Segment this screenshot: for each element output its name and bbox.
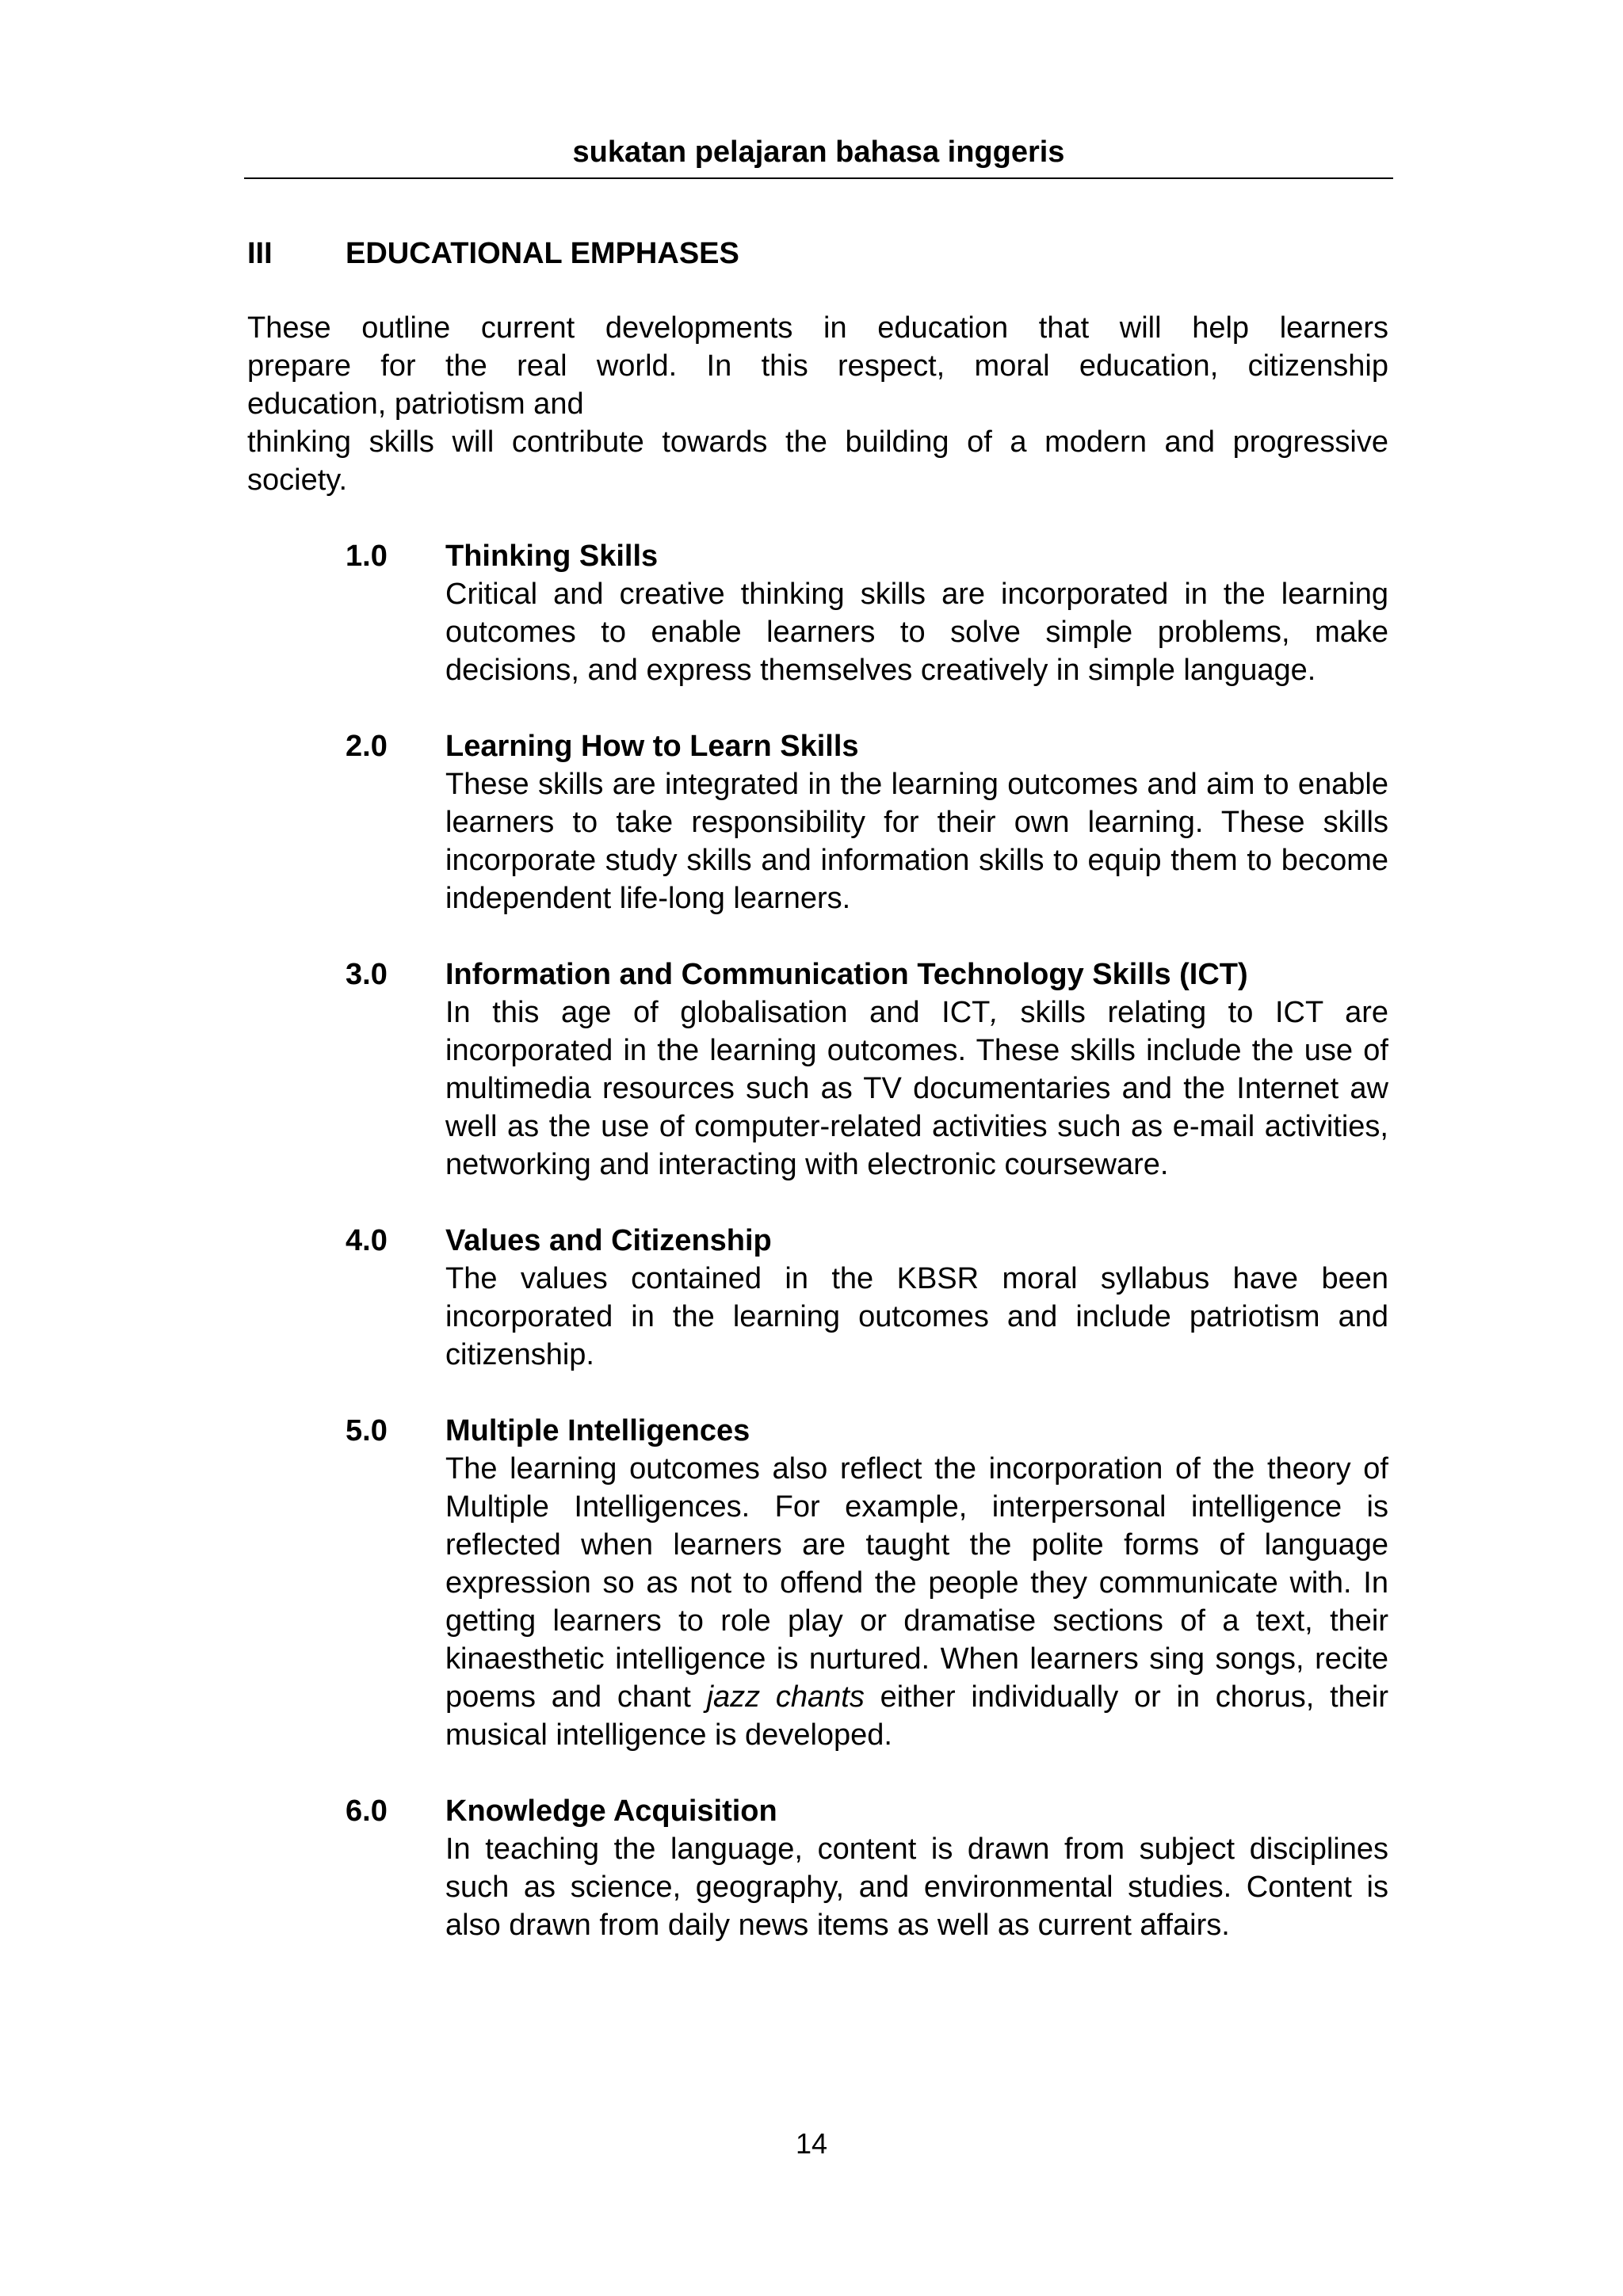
intro-line: society. <box>247 463 348 497</box>
item-body: The values contained in the KBSR moral syllabus have been incorporated in the learning outcomes and include patriotism and citizenship. <box>445 1262 1388 1371</box>
item-body: Critical and creative thinking skills are incorporated in the learning outcomes to enable learners to solve simple problems, make decisions, and express themselves creatively in simple language. <box>445 578 1388 687</box>
item-content <box>445 1222 1388 1374</box>
item-number: 6.0 <box>346 1794 388 1828</box>
item-body-text: either individually or in chorus, their musical intelligence is developed. <box>445 1680 1389 1752</box>
item-content <box>445 1792 1388 1944</box>
italic-term: jazz chants <box>706 1680 865 1714</box>
emphases-list <box>346 537 1388 1982</box>
section-title <box>247 235 739 273</box>
item-heading: Information and Communication Technology Skills (ICT) <box>445 958 1248 991</box>
intro-line: thinking skills will contribute towards the building of a modern and progressive <box>247 425 1388 459</box>
item-content <box>445 1412 1388 1754</box>
emphasis-item-multiple-intelligences <box>346 1412 1388 1754</box>
item-heading: Thinking Skills <box>445 540 659 573</box>
item-number: 2.0 <box>346 730 388 763</box>
item-body <box>445 1450 1388 1754</box>
italic-comma: , <box>990 996 999 1029</box>
item-body-text: The learning outcomes also reflect the incorporation of the theory of Multiple Intelligences. For example, interpersonal intelligence is reflected when learners are taught the polite forms of language expression so as not to offend the people they communicate with. In getting learners to role play or dramatise sections of a text, their kinaesthetic intelligence is nurtured. When learners sing songs, recite poems and chant <box>445 1452 1388 1714</box>
header-rule <box>244 177 1393 179</box>
item-heading: Values and Citizenship <box>445 1224 772 1257</box>
section-heading: EDUCATIONAL EMPHASES <box>346 237 739 270</box>
intro-paragraph <box>247 309 1388 499</box>
item-body <box>445 994 1388 1184</box>
item-body-text: skills relating to ICT are incorporated in the learning outcomes. These skills include the use of multimedia resources such as TV documentaries and the Internet aw well as the use of computer-related activities such as e-mail activities, networking and interacting with electronic courseware. <box>445 996 1389 1181</box>
page-number: 14 <box>795 2127 828 2160</box>
item-body-text: In this age of globalisation and ICT <box>445 996 991 1029</box>
item-number: 4.0 <box>346 1224 388 1257</box>
emphasis-item-knowledge-acquisition <box>346 1792 1388 1944</box>
running-header: sukatan pelajaran bahasa inggeris <box>572 135 1065 169</box>
emphasis-item-ict <box>346 955 1388 1184</box>
item-content <box>445 537 1388 689</box>
item-number: 5.0 <box>346 1414 388 1447</box>
emphasis-item-learning-how-to-learn <box>346 727 1388 917</box>
section-number: III <box>247 237 273 270</box>
intro-line: education, patriotism and <box>247 387 584 421</box>
item-body: In teaching the language, content is drawn from subject disciplines such as science, geography, and environmental studies. Content is also drawn from daily news items as well as current affairs. <box>445 1833 1388 1942</box>
item-number: 1.0 <box>346 540 388 573</box>
item-body: These skills are integrated in the learning outcomes and aim to enable learners to take responsibility for their own learning. These skills incorporate study skills and information skills to equip them to become independent life-long learners. <box>445 768 1388 915</box>
intro-line: prepare for the real world. In this respect, moral education, citizenship <box>247 349 1388 383</box>
intro-line: These outline current developments in education that will help learners <box>247 311 1388 345</box>
item-content <box>445 955 1388 1184</box>
item-heading: Learning How to Learn Skills <box>445 730 859 763</box>
item-heading: Multiple Intelligences <box>445 1414 750 1447</box>
emphasis-item-values-citizenship <box>346 1222 1388 1374</box>
item-heading: Knowledge Acquisition <box>445 1794 777 1828</box>
item-content <box>445 727 1388 917</box>
item-number: 3.0 <box>346 958 388 991</box>
emphasis-item-thinking-skills <box>346 537 1388 689</box>
